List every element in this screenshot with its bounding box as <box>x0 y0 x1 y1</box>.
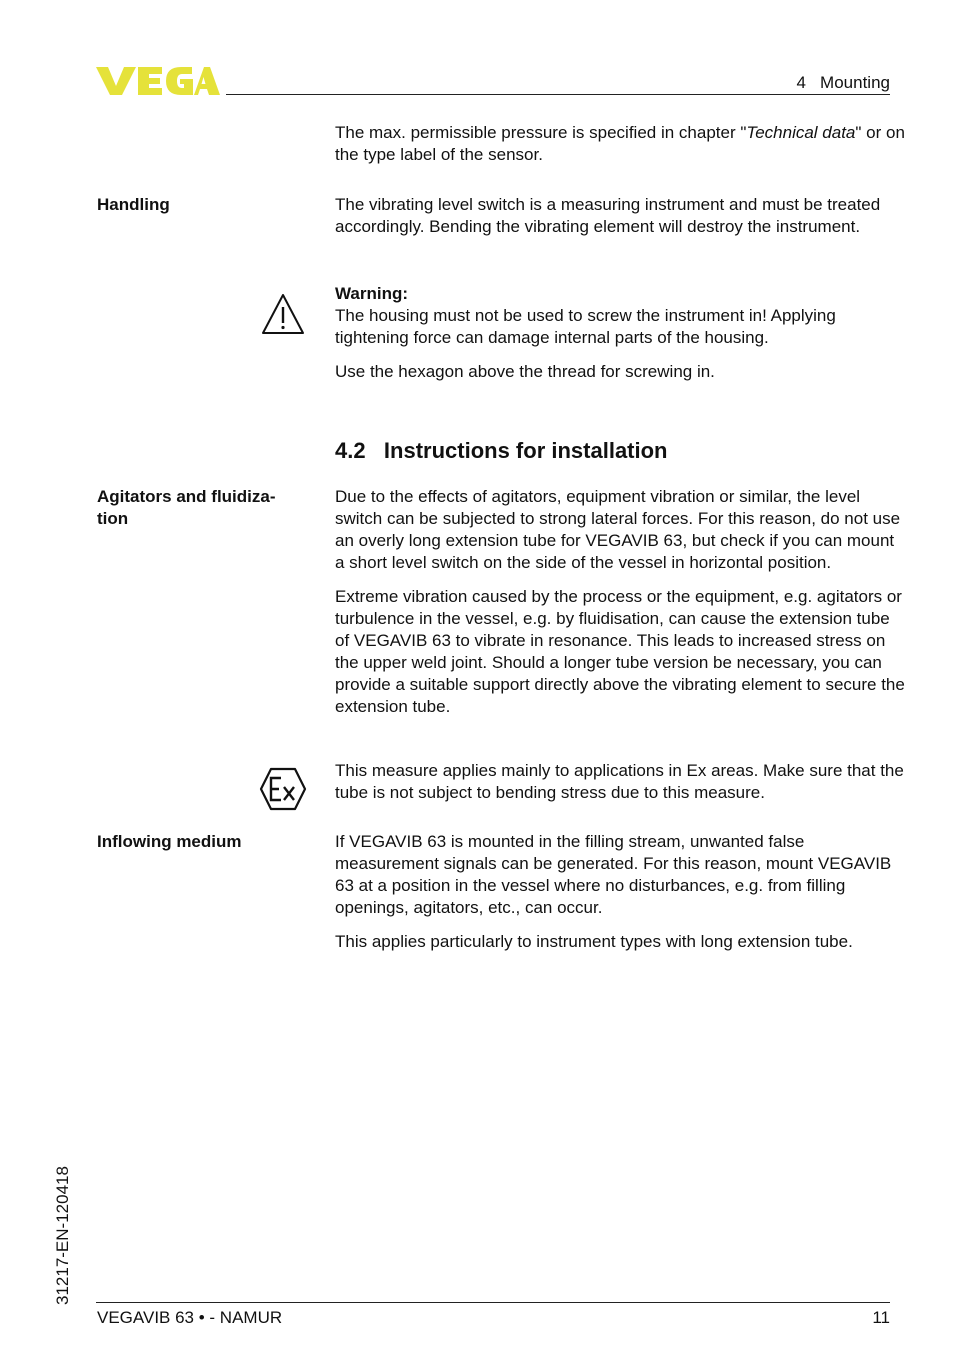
pressure-note: The max. permissible pressure is specified in chapter "Technical data" or on the type label of the sensor. <box>335 123 905 164</box>
ex-note: This measure applies mainly to applications in Ex areas. Make sure that the tube is not subject to bending stress due to this measure. <box>335 761 904 802</box>
footer-rule <box>96 1302 890 1303</box>
chapter-reference: Technical data <box>746 123 856 142</box>
document-code: 31217-EN-120418 <box>53 1166 72 1305</box>
header-rule <box>226 94 890 95</box>
inflowing-text <box>335 831 905 965</box>
handling-label: Handling <box>97 195 170 214</box>
section-heading: 4.2 Instructions for installation <box>335 438 668 463</box>
warning-triangle-icon <box>261 293 305 335</box>
inflowing-label: Inflowing medium <box>97 832 242 851</box>
warning-text: The housing must not be used to screw the instrument in! Applying tightening force can damage internal parts of the housing. <box>335 306 836 347</box>
agitators-text <box>335 486 905 730</box>
ex-hexagon-icon <box>259 767 307 811</box>
handling-text: The vibrating level switch is a measuring instrument and must be treated accordingly. Bending the vibrating element will destroy the instrument. <box>335 195 881 236</box>
vega-logo <box>96 64 220 98</box>
hexagon-note: Use the hexagon above the thread for screwing in. <box>335 362 715 381</box>
warning-title: Warning: <box>335 284 409 303</box>
inflowing-paragraph-2: This applies particularly to instrument types with long extension tube. <box>335 932 853 951</box>
agitators-label: Agitators and fluidiza- tion <box>97 487 276 528</box>
inflowing-paragraph-1: If VEGAVIB 63 is mounted in the filling stream, unwanted false measurement signals can be generated. For this reason, mount VEGAVIB 63 at a position in the vessel where no disturbances, e.g. from filling openings, agitators, etc., can occur. <box>335 832 892 917</box>
running-header-section: 4 Mounting <box>796 73 890 92</box>
agitators-paragraph-1: Due to the effects of agitators, equipment vibration or similar, the level switch can be subjected to strong lateral forces. For this reason, do not use an overly long extension tube for VEGAVIB 63, but check if you can mount a short level switch on the side of the vessel in horizontal position. <box>335 487 901 572</box>
agitators-paragraph-2: Extreme vibration caused by the process or the equipment, e.g. agitators or turbulence in the vessel, e.g. by fluidisation, can cause the extension tube of VEGAVIB 63 to vibrate in resonance. This leads to increased stress on the upper weld joint. Should a longer tube version be necessary, you can provide a suitable support directly above the vibrating element to secure the extension tube. <box>335 587 905 716</box>
page-number: 11 <box>872 1308 890 1327</box>
footer-product: VEGAVIB 63 • - NAMUR <box>97 1308 283 1327</box>
warning-block <box>335 283 905 395</box>
